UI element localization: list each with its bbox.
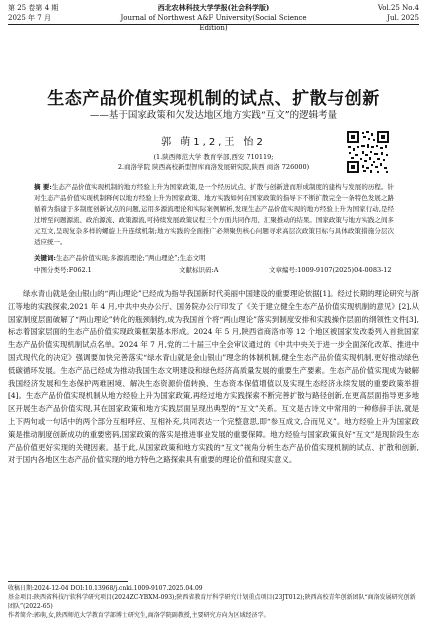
- date-zh: 2025 年 7 月: [8, 14, 51, 22]
- body-paragraph: 绿水青山就是金山银山的“两山理论”已经成为指导我国新时代美丽中国建设的重要理论依据[1]。经过长期的理论研究与浙江等地的实践探索,2021 年 4 月,中共中央办公厅、国务院办公厅印发了《关于建立健全生态产品价值实现机制的意见》[2],从国家制度层面破解了“两山理论”转化的瓶颈制约,成为我国首个将“两山理论”落实到制度安排和实践操作层面的纲领性文件[3],标志着国家层面的生态产品价值实现政策框架基本形成。2024 年 5 月,陕西省商洛市等 12 个地区被国家发改委列入首批国家生态产品价值实现机制试点名单。2024 年 7 月,党的二十届三中全会审议通过的《中共中央关于进一步全面深化改革、推进中国式现代化的决定》强调要加快完善落实“绿水青山就是金山银山”理念的体制机制,健全生态产品价值实现机制,更好推动绿色低碳循环发展。生态产品已经成为推动我国生态文明建设和绿色经济高质量发展的重要生产要素。生态产品价值实现成为破解我国经济发展和生态保护两难困境、解决生态资源价值转换、生态资本保值增值以及实现生态经济永续发展的重要政策举措[4]。生态产品价值实现机制从地方经验上升为国家政策,再经过地方实践探索不断完善扩散与路径创新,在更高层面指导更多地区开展生态产品价值实现,其在国家政策和地方实践层面呈现出典型的“互文”关系。互文是古诗文中常用的一种修辞手法,就是上下两句或一句话中的两个部分互相呼应、互相补充,共同表达一个完整意思,即“参互成文,合而见义”。地方经验上升为国家政策是推动制度创新成功的重要密码,国家政策的落实是推进事业发展的重要保障。地方经验与国家政策良好“互文”是现阶段生态产品价值更好实现的关键因素。基于此,从国家政策和地方实践的“互文”视角分析生态产品价值实现机制的试点、扩散和创新,对于国内各地区生态产品价值实现的地方特色之路探索具有重要的理论价值和现实意义。: [8, 289, 419, 465]
- affiliation-2: 2.商洛学院 陕西高校新型智库商洛发展研究院,陕西 商洛 726000): [117, 163, 310, 171]
- header-center: [110, 3, 317, 33]
- footnote-received: 收稿日期:2024-12-04 DOI:10.13968/j.cnki.1009-9107.2025.04.09: [8, 585, 203, 592]
- footnote-divider: [8, 581, 128, 582]
- header-left: [8, 3, 58, 23]
- document-code: 文献标识码:A: [179, 266, 219, 274]
- volume-en: Vol.25 No.4: [377, 4, 419, 12]
- volume-zh: 第 25 卷第 4 期: [8, 4, 59, 12]
- qr-code[interactable]: [346, 130, 390, 174]
- footnote-funding: 基金项目:陕西省科技厅软科学研究项目(2024ZC-YBXM-093);陕西省教育厅科学研究计划重点项目(23JT012);陕西高校青年创新团队“商洛发展研究创新团队”(2022-65): [8, 594, 416, 610]
- journal-name-en: Journal of Northwest A&F University(Social Science Edition): [120, 14, 307, 32]
- abstract-label: 摘 要:: [34, 183, 52, 191]
- date-en: Jul. 2025: [387, 14, 419, 22]
- article-title: 生态产品价值实现机制的试点、扩散与创新: [47, 89, 380, 109]
- keywords-text: 生态产品价值实现;多源流理论;“两山理论”;生态文明: [55, 254, 206, 262]
- clc-code: 中图分类号:F062.1: [34, 266, 92, 274]
- keywords-label: 关键词:: [34, 254, 56, 262]
- keywords: [34, 253, 394, 263]
- article-subtitle: ——基于国家政策和欠发达地区地方实践“互文”的逻辑考量: [89, 110, 338, 121]
- header-right: [378, 3, 419, 23]
- header-divider: [8, 24, 419, 25]
- footnote-author: 作者简介:郭萌,女,陕西师范大学教育学部博士研究生,商洛学院副教授,主要研究方向为区域经济学。: [8, 612, 270, 619]
- journal-name-zh: 西北农林科技大学学报(社会科学版): [157, 3, 270, 12]
- affiliation-1: (1.陕西师范大学 教育学部,西安 710119;: [153, 153, 274, 161]
- article-number: 文章编号:1009-9107(2025)04-0083-12: [269, 266, 392, 274]
- abstract: [34, 182, 394, 248]
- abstract-text: 生态产品价值实现机制的地方经验上升为国家政策,是一个经历试点、扩散与创新进而形成制度的建构与发展的历程。针对生态产品价值实现机制释何以地方经验上升为国家政策、地方实践如何在国家政策的指导下不断扩散完全一条特色发展之路循着为指建于多制度创新试点的问题,运用多源流理论和实际案例解析,发现生态产品价值实现的地方经验上升为国家行动,是经过增至问题源流、政治源流、政策源流,可持续发展政策议程三个方面共同作用、汇聚推动的结果。国家政策与地方实践之间多元互文,呈现复杂多样的螺旋上升连续机制;地方实践的全面推广必须聚焦核心问题寻求高层次政策目标与具体政策措施分层次适应统一。: [34, 183, 394, 246]
- author-line: 郭 萌1,2,王 怡2: [161, 137, 266, 148]
